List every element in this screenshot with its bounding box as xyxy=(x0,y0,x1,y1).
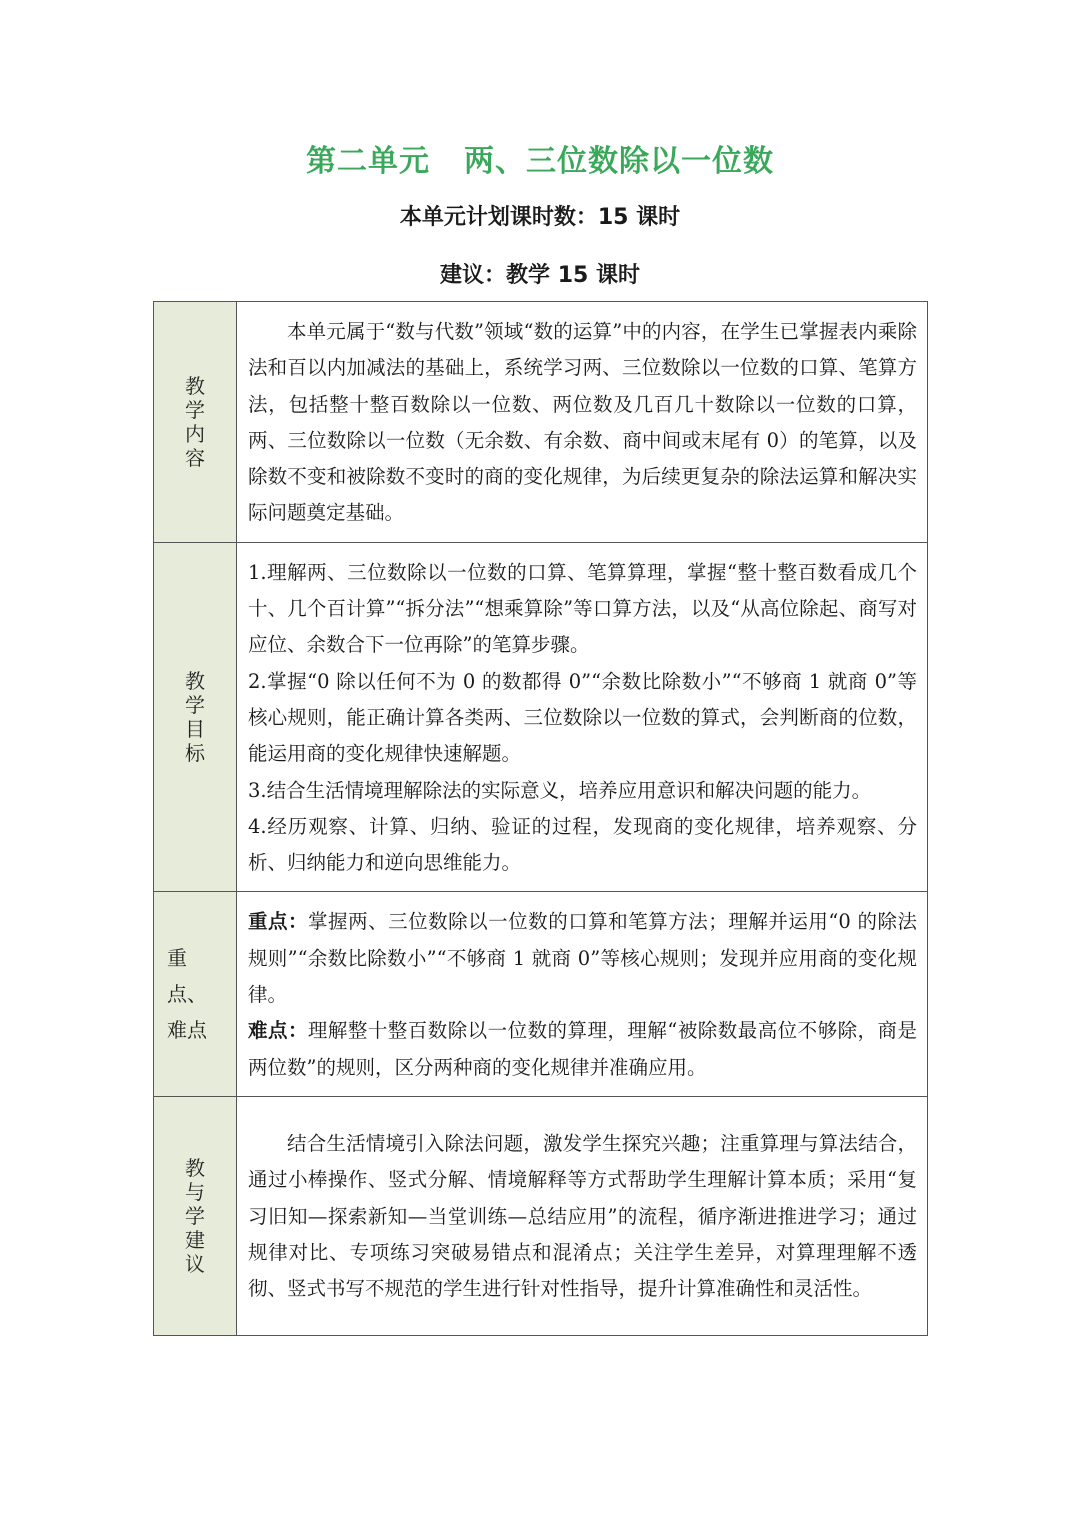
key-points-paragraph xyxy=(248,904,917,1013)
suggested-hours: 建议：教学 15 课时 xyxy=(440,263,640,288)
table-row-teaching-content xyxy=(154,302,928,543)
teaching-goals-cell xyxy=(237,542,928,892)
teaching-content-cell xyxy=(237,302,928,543)
key-points-text: 掌握两、三位数除以一位数的口算和笔算方法；理解并运用“0 的除法规则”“余数比除数小”“不够商 1 就商 0”等核心规则；发现并应用商的变化规律。 xyxy=(248,910,917,1007)
difficult-points-label: 难点： xyxy=(248,1019,308,1043)
planned-hours: 本单元计划课时数：15 课时 xyxy=(399,205,681,230)
table-row-teaching-goals xyxy=(154,542,928,892)
goal-item-1: 1.理解两、三位数除以一位数的口算、笔算算理，掌握“整十整百数看成几个十、几个百计算”“拆分法”“想乘算除”等口算方法，以及“从高位除起、商写对应位、余数合下一位再除”的笔算步骤。 xyxy=(248,560,917,657)
teach-learn-text: 结合生活情境引入除法问题，激发学生探究兴趣；注重算理与算法结合，通过小棒操作、竖式分解、情境解释等方式帮助学生理解计算本质；采用“复习旧知—探索新知—当堂训练—总结应用”的流程，循序渐进推进学习；通过规律对比、专项练习突破易错点和混淆点；关注学生差异，对算理理解不透彻、竖式书写不规范的学生进行针对性指导，提升计算准确性和灵活性。 xyxy=(248,1132,917,1301)
key-difficult-label-line1: 重点、 xyxy=(167,946,207,1007)
teach-learn-label: 教与学建议 xyxy=(185,1155,205,1276)
goal-item-4: 4.经历观察、计算、归纳、验证的过程，发现商的变化规律，培养观察、分析、归纳能力和逆向思维能力。 xyxy=(248,814,917,875)
key-points-label: 重点： xyxy=(248,910,309,934)
difficult-points-paragraph xyxy=(248,1013,917,1086)
row-label-cell xyxy=(154,542,237,892)
unit-plan-table xyxy=(153,301,928,1336)
teach-learn-cell xyxy=(237,1096,928,1335)
key-difficult-label-line2: 难点 xyxy=(167,1018,207,1043)
goal-item-3: 3.结合生活情境理解除法的实际意义，培养应用意识和解决问题的能力。 xyxy=(248,778,872,802)
unit-number: 第二单元 xyxy=(306,144,430,179)
difficult-points-text: 理解整十整百数除以一位数的算理，理解“被除数最高位不够除，商是两位数”的规则，区分两种商的变化规律并准确应用。 xyxy=(248,1019,917,1079)
teaching-content-text: 本单元属于“数与代数”领域“数的运算”中的内容，在学生已掌握表内乘除法和百以内加减法的基础上，系统学习两、三位数除以一位数的口算、笔算方法，包括整十整百数除以一位数、两位数及几百几十数除以一位数的口算，两、三位数除以一位数（无余数、有余数、商中间或末尾有 0）的笔算，以及除数不变和被除数不变时的商的变化规律，为后续更复杂的除法运算和解决实际问题奠定基础。 xyxy=(248,320,917,525)
teaching-goals-label: 教学目标 xyxy=(185,669,205,766)
key-difficult-label xyxy=(167,940,223,1048)
row-label-cell xyxy=(154,302,237,543)
teaching-content-label: 教学内容 xyxy=(185,373,205,470)
unit-name: 两、三位数除以一位数 xyxy=(464,144,774,179)
table-row-key-difficult xyxy=(154,892,928,1096)
page-title xyxy=(0,136,1080,180)
goal-item-2: 2.掌握“0 除以任何不为 0 的数都得 0”“余数比除数小”“不够商 1 就商 0”等核心规则，能正确计算各类两、三位数除以一位数的算式，会判断商的位数，能运用商的变化规律快速解题。 xyxy=(248,669,917,766)
row-label-cell xyxy=(154,892,237,1096)
row-label-cell xyxy=(154,1096,237,1335)
key-difficult-cell xyxy=(237,892,928,1096)
table-row-teach-learn xyxy=(154,1096,928,1335)
